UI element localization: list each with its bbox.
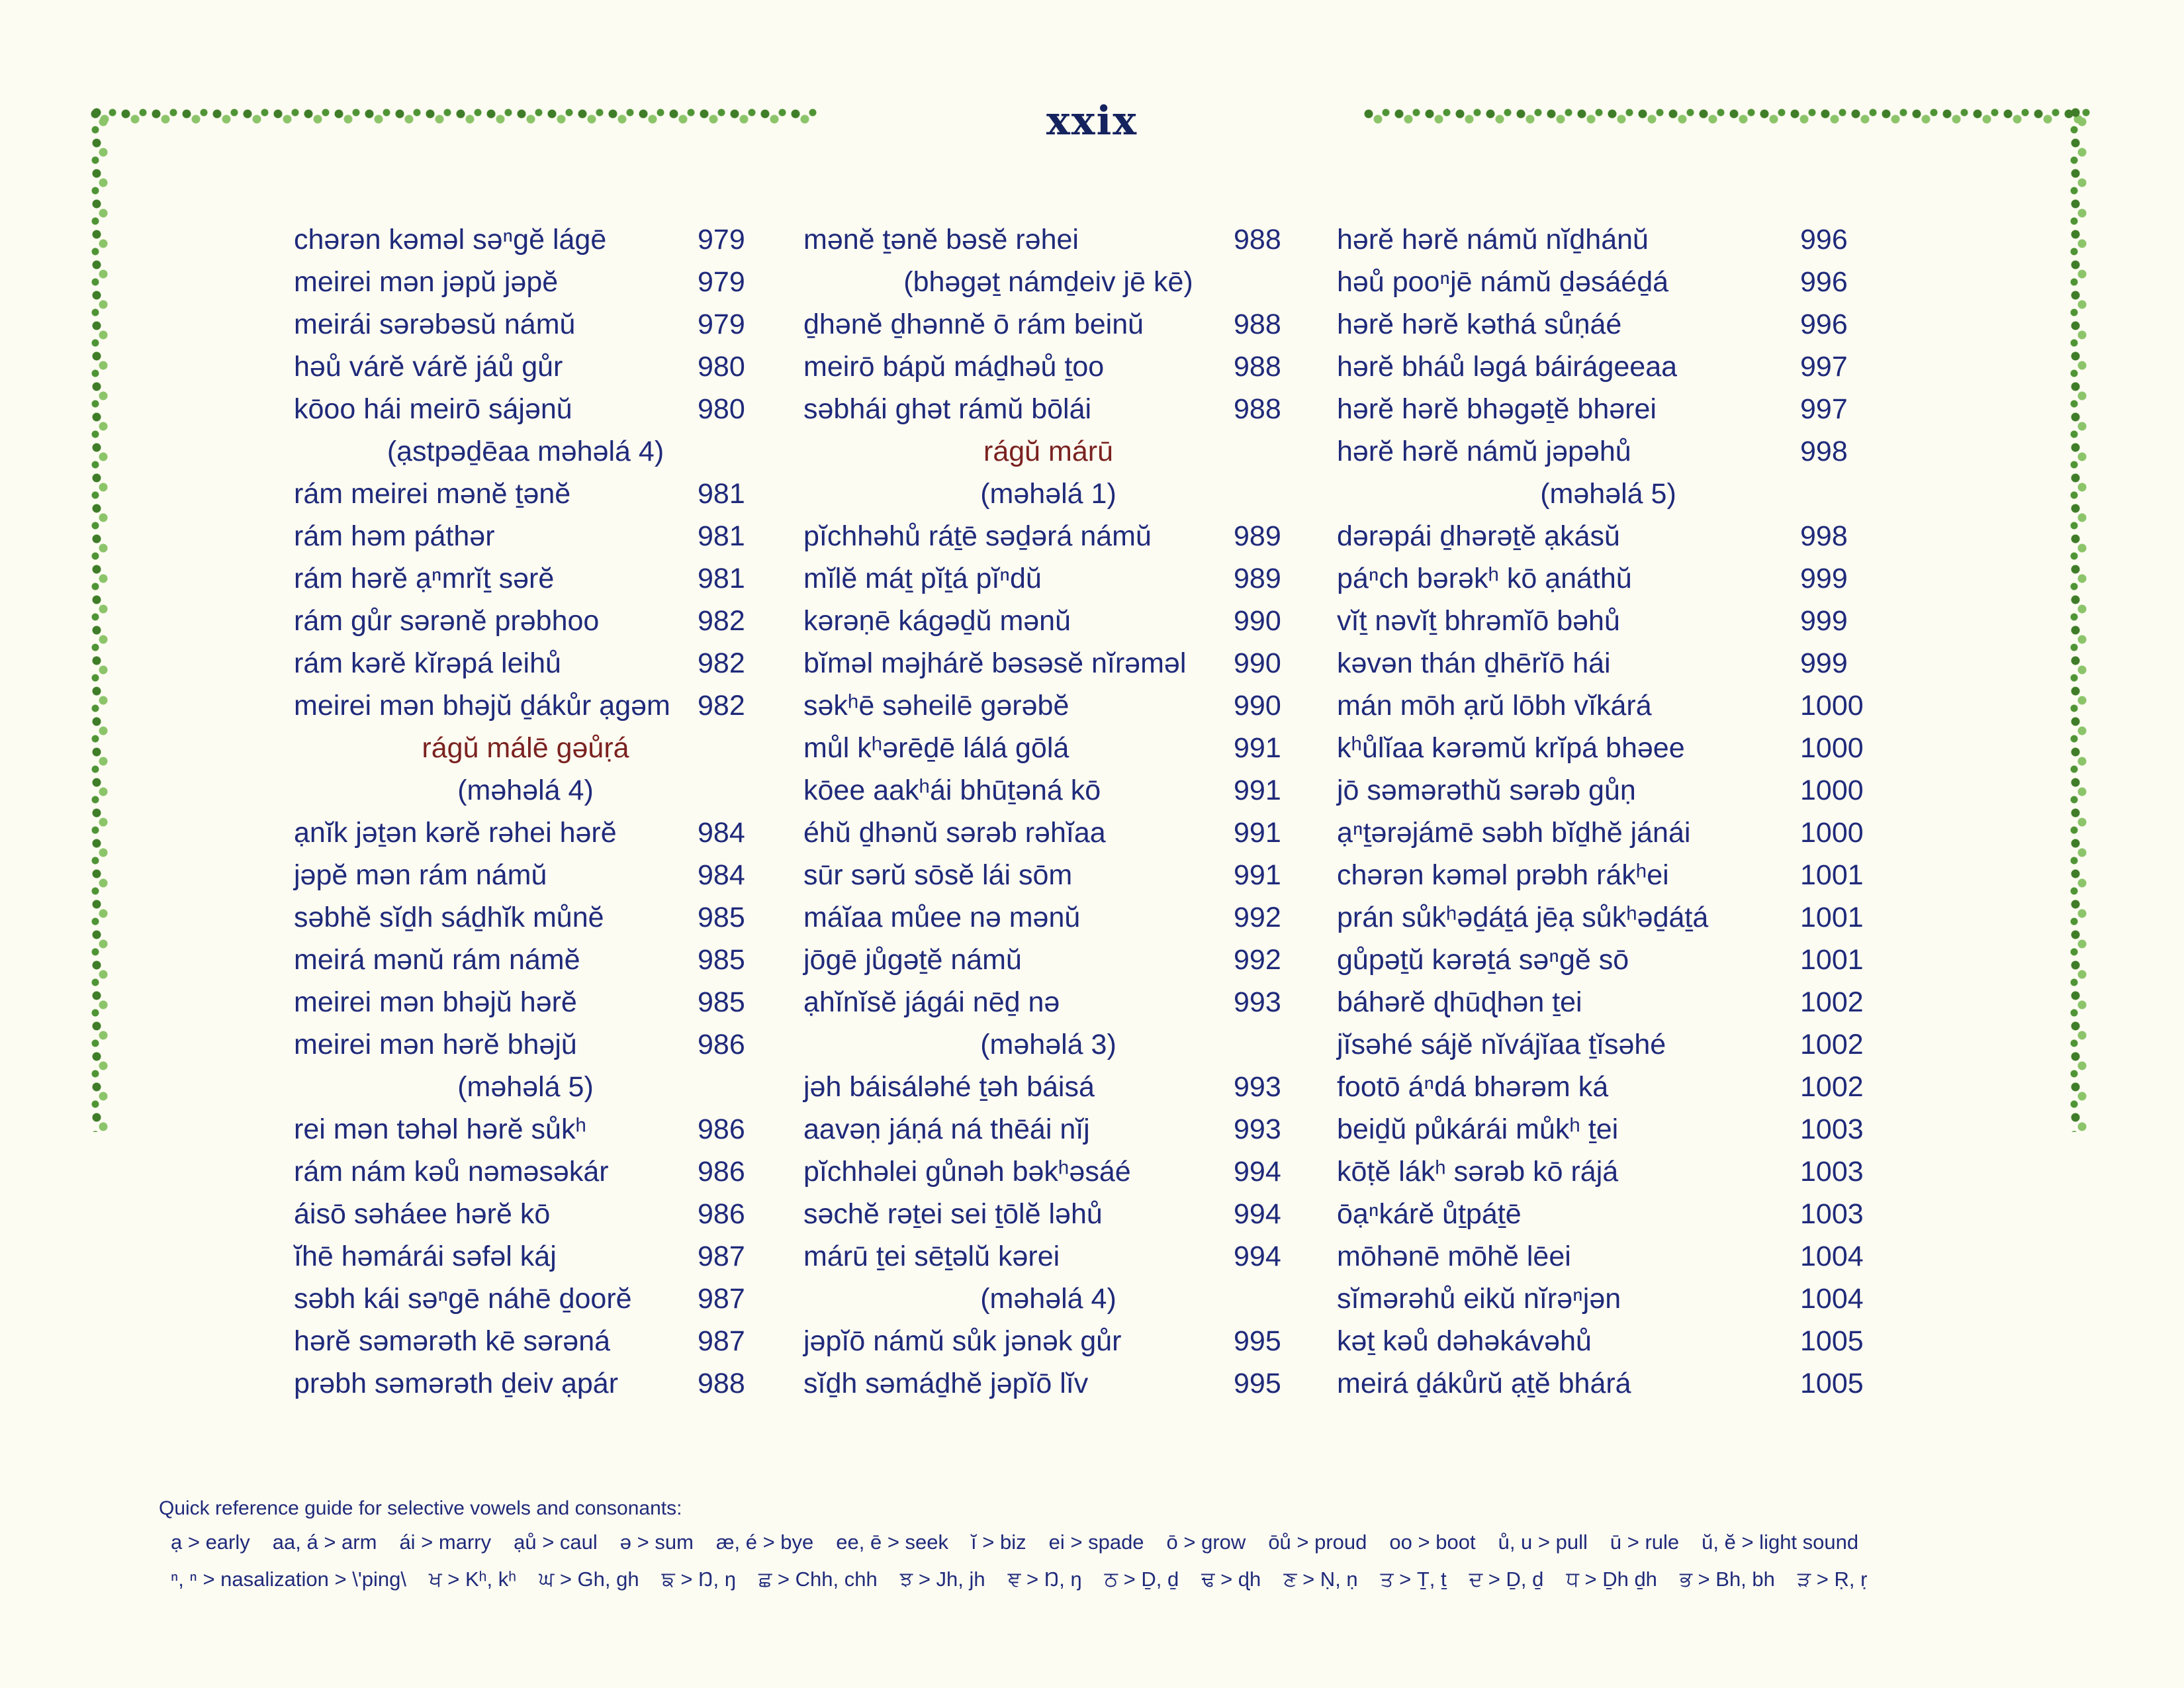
entry-title: ĭhē həmárái səfəl káj xyxy=(294,1241,557,1272)
index-entry xyxy=(803,1235,1293,1278)
entry-page-number: 994 xyxy=(1234,1198,1281,1230)
guide-item: ਣ > Ṇ, ṇ xyxy=(1283,1568,1358,1591)
section-heading xyxy=(803,1023,1293,1066)
guide-item: ਤ > Ṯ, ṯ xyxy=(1380,1568,1447,1591)
entry-title: chərən kəməl prəbh rákʰei xyxy=(1337,859,1669,891)
entry-page-number: 994 xyxy=(1234,1156,1281,1188)
entry-page-number: 989 xyxy=(1234,520,1281,552)
index-entry xyxy=(294,1278,757,1320)
entry-page-number: 995 xyxy=(1234,1325,1281,1357)
entry-page-number: 981 xyxy=(698,563,745,594)
entry-title: (ạstpəḏēaa məhəlá 4) xyxy=(387,436,664,467)
entry-title: səbhái ghət rámŭ bōlái xyxy=(803,393,1092,425)
index-entry xyxy=(294,473,757,515)
entry-title: márū ṯei sēṯəlŭ kərei xyxy=(803,1241,1060,1272)
guide-item: aa, á > arm xyxy=(272,1530,377,1554)
entry-page-number: 979 xyxy=(698,308,745,340)
guide-item: ŭ, ĕ > light sound xyxy=(1702,1530,1859,1554)
entry-page-number: 997 xyxy=(1800,351,1848,383)
entry-title: prán sůkʰəḏáṯá jēạ sůkʰəḏáṯá xyxy=(1337,902,1709,933)
guide-item: ਦ > Ḏ, ḏ xyxy=(1469,1568,1544,1591)
entry-title: (məhəlá 3) xyxy=(980,1029,1116,1060)
entry-page-number: 986 xyxy=(698,1029,745,1060)
guide-item: oo > boot xyxy=(1389,1530,1476,1554)
entry-title: rágŭ márū xyxy=(983,436,1113,467)
index-entry xyxy=(803,684,1293,727)
index-entry xyxy=(1337,1320,1880,1362)
guide-title: Quick reference guide for selective vowels and consonants: xyxy=(159,1497,682,1519)
entry-page-number: 1003 xyxy=(1800,1198,1864,1230)
entry-page-number: 1000 xyxy=(1800,690,1864,722)
entry-page-number: 991 xyxy=(1234,859,1281,891)
index-column-2 xyxy=(803,218,1293,1405)
index-entry xyxy=(294,981,757,1023)
index-entry xyxy=(294,812,757,854)
entry-page-number: 987 xyxy=(698,1325,745,1357)
index-entry xyxy=(1337,1193,1880,1235)
entry-page-number: 998 xyxy=(1800,436,1848,467)
guide-item: ਧ > Ḏh ḏh xyxy=(1566,1568,1657,1591)
entry-page-number: 994 xyxy=(1234,1241,1281,1272)
entry-title: həů várĕ várĕ jáů gůr xyxy=(294,351,563,383)
guide-vowels xyxy=(171,1530,1881,1554)
entry-page-number: 990 xyxy=(1234,690,1281,722)
entry-title: meirei mən bhəjŭ ḏákůr ạgəm xyxy=(294,690,670,722)
entry-title: báhərĕ ɖhūɖhən ṯei xyxy=(1337,986,1582,1018)
entry-title: sĭmərəhů eikŭ nĭrəⁿjən xyxy=(1337,1283,1621,1315)
entry-page-number: 1004 xyxy=(1800,1241,1864,1272)
entry-title: hərĕ səmərəth kē sərəná xyxy=(294,1325,611,1357)
index-entry xyxy=(803,769,1293,812)
entry-title: jəpĭō námŭ sůk jənək gůr xyxy=(803,1325,1122,1357)
index-entry xyxy=(294,896,757,939)
entry-title: kərəṇē kágəḏŭ mənŭ xyxy=(803,605,1071,637)
index-entry xyxy=(1337,684,1880,727)
index-entry xyxy=(803,1362,1293,1405)
vine-border-top-right xyxy=(1362,106,2090,128)
section-heading xyxy=(803,1278,1293,1320)
entry-title: hərĕ hərĕ námŭ jəpəhů xyxy=(1337,436,1631,467)
entry-title: gůpəṯŭ kərəṯá səⁿgĕ sō xyxy=(1337,944,1629,976)
guide-item: ਠ > Ḏ, ḏ xyxy=(1104,1568,1179,1591)
entry-page-number: 1002 xyxy=(1800,1071,1864,1103)
index-entry xyxy=(1337,1150,1880,1193)
entry-title: pĭchhəlei gůnəh bəkʰəsáé xyxy=(803,1156,1131,1188)
entry-title: jĭsəhé sájĕ nĭvájĭaa ṯĭsəhé xyxy=(1337,1029,1666,1060)
index-entry xyxy=(1337,1023,1880,1066)
entry-title: (məhəlá 1) xyxy=(980,478,1116,510)
section-heading xyxy=(294,769,757,812)
guide-item: ee, ē > seek xyxy=(836,1530,949,1554)
index-entry xyxy=(1337,1108,1880,1150)
index-entry xyxy=(803,1193,1293,1235)
entry-page-number: 990 xyxy=(1234,605,1281,637)
entry-page-number: 1004 xyxy=(1800,1283,1864,1315)
index-entry xyxy=(803,854,1293,896)
entry-title: rágŭ málē gəůṛá xyxy=(422,732,629,764)
section-heading xyxy=(1337,473,1880,515)
entry-page-number: 987 xyxy=(698,1283,745,1315)
index-entry xyxy=(803,303,1293,346)
index-entry xyxy=(294,600,757,642)
index-entry xyxy=(294,515,757,557)
entry-title: meirá ḏákůrŭ ạṯĕ bhárá xyxy=(1337,1368,1631,1399)
guide-item: ੜ > Ṛ, ṛ xyxy=(1797,1568,1868,1591)
index-entry xyxy=(803,557,1293,600)
entry-page-number: 992 xyxy=(1234,902,1281,933)
guide-item: ਙ > Ŋ, ŋ xyxy=(661,1568,736,1591)
entry-title: kʰůlĭaa kərəmŭ krĭpá bhəee xyxy=(1337,732,1685,764)
entry-page-number: 987 xyxy=(698,1241,745,1272)
guide-consonants xyxy=(171,1568,1889,1592)
entry-page-number: 992 xyxy=(1234,944,1281,976)
vine-border-top-left xyxy=(89,106,817,128)
index-entry xyxy=(294,261,757,303)
index-entry xyxy=(803,896,1293,939)
entry-page-number: 988 xyxy=(1234,393,1281,425)
entry-title: éhŭ ḏhənŭ sərəb rəhĭaa xyxy=(803,817,1106,849)
entry-title: rám həm páthər xyxy=(294,520,495,552)
entry-page-number: 1005 xyxy=(1800,1368,1864,1399)
index-entry xyxy=(294,642,757,684)
guide-item: æ, é > bye xyxy=(715,1530,814,1554)
entry-page-number: 1002 xyxy=(1800,986,1864,1018)
entry-title: pĭchhəhů ráṯē səḏərá námŭ xyxy=(803,520,1152,552)
index-entry xyxy=(294,218,757,261)
entry-title: můl kʰərēḏē lálá gōlá xyxy=(803,732,1069,764)
index-entry xyxy=(294,1150,757,1193)
section-heading xyxy=(294,727,757,769)
entry-page-number: 997 xyxy=(1800,393,1848,425)
guide-item: ⁿ, ⁿ > nasalization > \'ping\ xyxy=(171,1568,406,1591)
index-entry xyxy=(1337,600,1880,642)
vine-border-left xyxy=(89,106,111,1132)
entry-title: kōṭĕ lákʰ sərəb kō rájá xyxy=(1337,1156,1619,1188)
index-entry xyxy=(294,1320,757,1362)
entry-title: səkʰē səheilē gərəbĕ xyxy=(803,690,1069,722)
index-entry xyxy=(294,388,757,430)
entry-page-number: 1000 xyxy=(1800,817,1864,849)
index-entry xyxy=(1337,854,1880,896)
index-entry xyxy=(294,557,757,600)
entry-title: meirei mən jəpŭ jəpĕ xyxy=(294,266,559,298)
index-entry xyxy=(803,1320,1293,1362)
guide-item: ů, u > pull xyxy=(1498,1530,1588,1554)
entry-title: ạⁿṯərəjámē səbh bĭḏhĕ jánái xyxy=(1337,817,1691,849)
entry-page-number: 984 xyxy=(698,817,745,849)
entry-title: vĭṯ nəvĭṯ bhrəmĭō bəhů xyxy=(1337,605,1620,637)
index-entry xyxy=(294,1362,757,1405)
entry-page-number: 981 xyxy=(698,478,745,510)
entry-page-number: 986 xyxy=(698,1156,745,1188)
index-entry xyxy=(294,1193,757,1235)
index-entry xyxy=(1337,642,1880,684)
entry-title: jō səmərəthŭ sərəb gůṇ xyxy=(1337,774,1636,806)
entry-page-number: 993 xyxy=(1234,1113,1281,1145)
index-entry xyxy=(1337,1278,1880,1320)
index-column-3 xyxy=(1337,218,1880,1405)
index-entry xyxy=(294,303,757,346)
index-entry xyxy=(803,981,1293,1023)
index-entry xyxy=(803,1150,1293,1193)
entry-title: mōhənē mōhĕ lēei xyxy=(1337,1241,1571,1272)
entry-title: meirá mənŭ rám námĕ xyxy=(294,944,580,976)
section-heading xyxy=(803,430,1293,473)
entry-page-number: 999 xyxy=(1800,563,1848,594)
entry-title: meirei mən bhəjŭ hərĕ xyxy=(294,986,577,1018)
entry-page-number: 996 xyxy=(1800,266,1848,298)
entry-title: kōee aakʰái bhūṯəná kō xyxy=(803,774,1101,806)
index-entry xyxy=(803,727,1293,769)
index-entry xyxy=(1337,430,1880,473)
index-entry xyxy=(803,515,1293,557)
entry-page-number: 989 xyxy=(1234,563,1281,594)
entry-title: rei mən təhəl hərĕ sůkʰ xyxy=(294,1113,586,1145)
entry-title: mĭlĕ máṯ pĭṯá pĭⁿdŭ xyxy=(803,563,1042,594)
entry-title: meirei mən hərĕ bhəjŭ xyxy=(294,1029,577,1060)
entry-title: chərən kəməl səⁿgĕ lágē xyxy=(294,224,607,256)
entry-page-number: 991 xyxy=(1234,732,1281,764)
entry-title: səchĕ rəṯei sei ṯōlĕ ləhů xyxy=(803,1198,1103,1230)
guide-item: ō > grow xyxy=(1166,1530,1246,1554)
entry-title: prəbh səmərəth ḏeiv ạpár xyxy=(294,1368,619,1399)
section-heading xyxy=(803,261,1293,303)
entry-title: bĭməl məjhárĕ bəsəsĕ nĭrəməl xyxy=(803,647,1187,679)
entry-title: rám gůr sərənĕ prəbhoo xyxy=(294,605,600,637)
entry-title: jəpĕ mən rám námŭ xyxy=(294,859,547,891)
index-entry xyxy=(803,388,1293,430)
entry-title: ōạⁿkárĕ ůṯpáṯē xyxy=(1337,1198,1522,1230)
entry-title: jəh báisáləhé ṯəh báisá xyxy=(803,1071,1095,1103)
index-entry xyxy=(803,642,1293,684)
guide-item: ਝ > Jh, jh xyxy=(899,1568,985,1591)
entry-title: hərĕ hərĕ bhəgəṯĕ bhərei xyxy=(1337,393,1657,425)
entry-page-number: 999 xyxy=(1800,605,1848,637)
index-entry xyxy=(803,600,1293,642)
entry-page-number: 993 xyxy=(1234,986,1281,1018)
guide-item: ōů > proud xyxy=(1268,1530,1367,1554)
entry-page-number: 996 xyxy=(1800,308,1848,340)
entry-title: rám nám kəů nəməsəkár xyxy=(294,1156,609,1188)
entry-title: kəṯ kəů dəhəkávəhů xyxy=(1337,1325,1592,1357)
entry-page-number: 980 xyxy=(698,393,745,425)
index-entry xyxy=(803,1066,1293,1108)
entry-title: áisō səháee hərĕ kō xyxy=(294,1198,551,1230)
entry-page-number: 984 xyxy=(698,859,745,891)
guide-item: ਛ > Chh, chh xyxy=(758,1568,878,1591)
guide-item: ei > spade xyxy=(1048,1530,1144,1554)
entry-page-number: 996 xyxy=(1800,224,1848,256)
entry-title: rám meirei mənĕ ṯənĕ xyxy=(294,478,571,510)
entry-page-number: 982 xyxy=(698,690,745,722)
entry-title: beiḏŭ půkárái můkʰ ṯei xyxy=(1337,1113,1619,1145)
index-entry xyxy=(1337,303,1880,346)
guide-item: ਘ > Gh, gh xyxy=(539,1568,639,1591)
entry-page-number: 986 xyxy=(698,1113,745,1145)
entry-title: ḏhənĕ ḏhənnĕ ō rám beinŭ xyxy=(803,308,1144,340)
entry-page-number: 995 xyxy=(1234,1368,1281,1399)
entry-page-number: 988 xyxy=(1234,224,1281,256)
entry-page-number: 1003 xyxy=(1800,1156,1864,1188)
entry-page-number: 986 xyxy=(698,1198,745,1230)
entry-title: mán mōh ạrŭ lōbh vĭkárá xyxy=(1337,690,1652,722)
entry-title: hərĕ hərĕ námŭ nĭḏhánŭ xyxy=(1337,224,1649,256)
entry-title: səbh kái səⁿgē náhē ḏoorĕ xyxy=(294,1283,632,1315)
index-entry xyxy=(294,1108,757,1150)
entry-title: sūr sərŭ sōsĕ lái sōm xyxy=(803,859,1073,891)
entry-title: (məhəlá 4) xyxy=(457,774,594,806)
entry-title: rám kərĕ kĭrəpá leihů xyxy=(294,647,561,679)
entry-page-number: 985 xyxy=(698,902,745,933)
guide-item: ਖ > Kʰ, kʰ xyxy=(428,1568,517,1591)
entry-page-number: 982 xyxy=(698,647,745,679)
entry-title: sĭḏh səmáḏhĕ jəpĭō lĭv xyxy=(803,1368,1089,1399)
index-entry xyxy=(1337,1235,1880,1278)
entry-title: hərĕ hərĕ kəthá sůṇáé xyxy=(1337,308,1622,340)
entry-title: jōgē jůgəṯĕ námŭ xyxy=(803,944,1022,976)
entry-page-number: 981 xyxy=(698,520,745,552)
index-entry xyxy=(1337,1066,1880,1108)
entry-title: (məhəlá 4) xyxy=(980,1283,1116,1315)
index-entry xyxy=(294,1023,757,1066)
entry-title: aavəṇ jáṇá ná thēái nĭj xyxy=(803,1113,1090,1145)
vine-border-right xyxy=(2068,106,2090,1132)
entry-page-number: 985 xyxy=(698,944,745,976)
entry-title: (bhəgəṯ námḏeiv jē kē) xyxy=(903,266,1193,298)
entry-title: mənĕ ṯənĕ bəsĕ rəhei xyxy=(803,224,1079,256)
guide-item: ái > marry xyxy=(399,1530,492,1554)
index-entry xyxy=(1337,727,1880,769)
index-entry xyxy=(1337,515,1880,557)
entry-page-number: 1001 xyxy=(1800,902,1864,933)
index-entry xyxy=(1337,1362,1880,1405)
index-entry xyxy=(1337,981,1880,1023)
index-entry xyxy=(1337,218,1880,261)
index-entry xyxy=(294,684,757,727)
index-entry xyxy=(803,1108,1293,1150)
entry-title: səbhĕ sĭḏh sáḏhĭk můnĕ xyxy=(294,902,604,933)
entry-page-number: 979 xyxy=(698,224,745,256)
entry-page-number: 982 xyxy=(698,605,745,637)
index-entry xyxy=(803,346,1293,388)
index-entry xyxy=(1337,769,1880,812)
index-entry xyxy=(1337,939,1880,981)
entry-title: həů pooⁿjē námŭ ḏəsáéḏá xyxy=(1337,266,1669,298)
index-entry xyxy=(1337,261,1880,303)
entry-page-number: 988 xyxy=(1234,351,1281,383)
entry-page-number: 1000 xyxy=(1800,774,1864,806)
entry-page-number: 1002 xyxy=(1800,1029,1864,1060)
index-entry xyxy=(803,218,1293,261)
guide-item: ਭ > Bh, bh xyxy=(1679,1568,1775,1591)
entry-page-number: 1001 xyxy=(1800,859,1864,891)
entry-title: footō áⁿdá bhərəm ká xyxy=(1337,1071,1609,1103)
entry-page-number: 991 xyxy=(1234,817,1281,849)
entry-page-number: 1005 xyxy=(1800,1325,1864,1357)
index-entry xyxy=(1337,557,1880,600)
entry-title: kəvən thán ḏhērĭō hái xyxy=(1337,647,1611,679)
entry-title: meirái sərəbəsŭ námŭ xyxy=(294,308,576,340)
index-entry xyxy=(803,812,1293,854)
index-entry xyxy=(294,854,757,896)
entry-page-number: 990 xyxy=(1234,647,1281,679)
entry-page-number: 988 xyxy=(698,1368,745,1399)
entry-title: kōoo hái meirō sájənŭ xyxy=(294,393,572,425)
guide-item: ū > rule xyxy=(1610,1530,1680,1554)
section-heading xyxy=(294,430,757,473)
entry-title: (məhəlá 5) xyxy=(1540,478,1676,510)
index-column-1 xyxy=(294,218,757,1405)
section-heading xyxy=(803,473,1293,515)
index-entry xyxy=(294,1235,757,1278)
entry-page-number: 993 xyxy=(1234,1071,1281,1103)
index-entry xyxy=(294,346,757,388)
section-heading xyxy=(294,1066,757,1108)
index-entry xyxy=(1337,346,1880,388)
entry-page-number: 999 xyxy=(1800,647,1848,679)
entry-title: máĭaa můee nə mənŭ xyxy=(803,902,1081,933)
index-entry xyxy=(803,939,1293,981)
entry-page-number: 988 xyxy=(1234,308,1281,340)
entry-title: hərĕ bháů ləgá báirágeeaa xyxy=(1337,351,1678,383)
entry-title: ạhĭnĭsĕ jágái nēḏ nə xyxy=(803,986,1060,1018)
entry-title: (məhəlá 5) xyxy=(457,1071,594,1103)
entry-page-number: 980 xyxy=(698,351,745,383)
entry-page-number: 1000 xyxy=(1800,732,1864,764)
entry-page-number: 985 xyxy=(698,986,745,1018)
guide-item: ਞ > Ŋ, ŋ xyxy=(1007,1568,1082,1591)
page-number: xxix xyxy=(1046,98,1138,144)
guide-item: ạů > caul xyxy=(514,1530,598,1554)
entry-page-number: 979 xyxy=(698,266,745,298)
guide-item: ə > sum xyxy=(619,1530,694,1554)
guide-item: ĭ > biz xyxy=(971,1530,1026,1554)
entry-title: meirō bápŭ máḏhəů ṯoo xyxy=(803,351,1105,383)
entry-page-number: 1001 xyxy=(1800,944,1864,976)
entry-page-number: 998 xyxy=(1800,520,1848,552)
index-entry xyxy=(1337,896,1880,939)
entry-title: rám hərĕ ạⁿmrĭṯ sərĕ xyxy=(294,563,555,594)
guide-item: ਢ > ɖh xyxy=(1201,1568,1261,1591)
entry-title: páⁿch bərəkʰ kō ạnáthŭ xyxy=(1337,563,1632,594)
index-entry xyxy=(1337,388,1880,430)
index-entry xyxy=(1337,812,1880,854)
entry-title: ạnĭk jəṯən kərĕ rəhei hərĕ xyxy=(294,817,617,849)
guide-item: ạ > early xyxy=(171,1530,250,1554)
entry-page-number: 991 xyxy=(1234,774,1281,806)
entry-page-number: 1003 xyxy=(1800,1113,1864,1145)
entry-title: dərəpái ḏhərəṯĕ ạkásŭ xyxy=(1337,520,1620,552)
index-entry xyxy=(294,939,757,981)
